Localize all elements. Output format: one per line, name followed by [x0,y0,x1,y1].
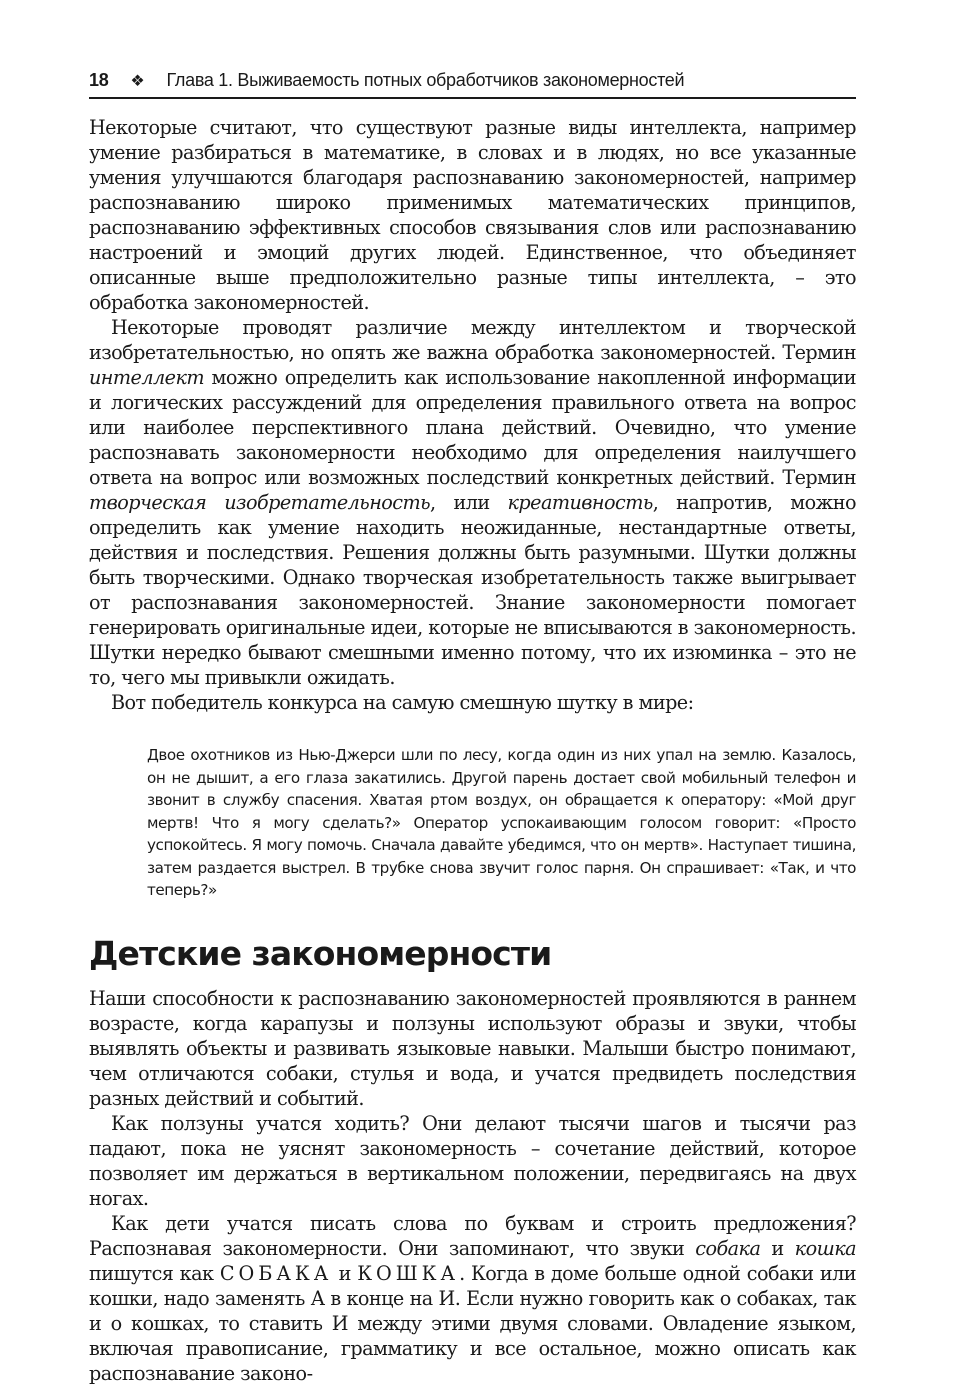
paragraph-2-text-3: , или [430,491,508,514]
term-cat: кошка [794,1236,856,1260]
paragraph-2-text-2: можно определить как использование накопленной информации и логических рассуждений для определения правильного ответа на вопрос или наиболее перспективного плана действий. Очевидно, что умение распознавать закономерности необходимо для определения наилучшего ответа на вопрос или возможных последствий конкретных действий. Термин [89,366,856,489]
paragraph-1: Некоторые считают, что существуют разные виды интеллекта, например умение разбираться в математике, в словах и в людях, но все указанные умения улучшаются благодаря распознаванию закономерностей, например распознаванию широко применимых математических принципов, распознаванию эффективных способов связывания слов или распознаванию настроений и эмоций других людей. Единственное, что объединяет описанные выше предположительно разные типы интеллекта, – это обработка закономерностей. [89,116,856,314]
term-intellect: интеллект [89,366,205,389]
section-paragraph-3-text-1: Как дети учатся писать слова по буквам и строить предложения? Распознавая закономерности. Они запоминают, что звуки [89,1211,856,1260]
body-text [89,115,856,1386]
term-creativity: креативность [507,491,653,514]
term-creative-inventiveness: творческая изобретательность [89,491,431,514]
spelled-dog: СОБАКА [219,1261,333,1285]
section-heading: Детские закономерности [89,933,552,973]
paragraph-2-text-1: Некоторые проводят различие между интеллектом и творческой изобретательностью, но опять же важна обработка закономерностей. Термин [89,316,856,364]
ornament-icon: ❖ [130,73,145,90]
section-paragraph-1: Наши способности к распознаванию закономерностей проявляются в раннем возрасте, когда карапузы и ползуны используют образы и звуки, чтобы выявлять объекты и развивать языковые навыки. Малыши быстро понимают, чем отличаются собаки, стулья и вода, и учатся предвидеть последствия разных действий и событий. [89,986,856,1110]
section-paragraph-3 [89,1211,856,1386]
page-number: 18 [89,70,109,90]
paragraph-3: Вот победитель конкурса на самую смешную шутку в мире: [111,691,694,714]
paragraph-2 [89,315,856,690]
paragraph-2-text-4: , напротив, можно определить как умение находить неожиданные, нестандартные ответы, действия и последствия. Решения должны быть разумными. Шутки должны быть творческими. Однако творческая изобретательность также выигрывает от распознавания закономерностей. Знание закономерности помогает генерировать оригинальные идеи, которые не вписываются в закономерность. Шутки нередко бывают смешными именно потому, что их изюминка – это не то, чего мы привыкли ожидать. [89,491,856,689]
term-dog: собака [695,1236,761,1260]
section-paragraph-3-text-5: . Когда в доме больше одной собаки или кошки, надо заменять А в конце на И. Если нужно говорить как о собаках, так и о кошках, то ставить И между этими двумя словами. Овладение языком, включая правописание, грамматику и все остальное, можно описать как распознавание законо- [89,1261,856,1385]
section-paragraph-3-text-2: и [760,1236,795,1260]
running-header [89,70,856,99]
spelled-cat: КОШКА [357,1261,460,1285]
chapter-title: Глава 1. Выживаемость потных обработчиков закономерностей [166,70,685,90]
book-page [89,70,856,1386]
section-paragraph-3-text-3: пишутся как [89,1261,220,1285]
section-paragraph-2: Как ползуны учатся ходить? Они делают тысячи шагов и тысячи раз падают, пока не уяснят закономерность – сочетание действий, которое позволяет им держаться в вертикальном положении, передвигаясь на двух ногах. [89,1111,856,1210]
section-paragraph-3-text-4: и [332,1261,358,1285]
joke-quote: Двое охотников из Нью-Джерси шли по лесу, когда один из них упал на землю. Казалось, он не дышит, а его глаза закатились. Другой парень достает свой мобильный телефон и звонит в службу спасения. Хватая ртом воздух, он обращается к оператору: «Мой друг мертв! Что я могу сделать?» Оператор успокаивающим голосом говорит: «Просто успокойтесь. Я могу помочь. Сначала давайте убедимся, что он мертв». Наступает тишина, затем раздается выстрел. В трубке снова звучит голос парня. Он спрашивает: «Так, и что теперь?» [147,746,856,899]
